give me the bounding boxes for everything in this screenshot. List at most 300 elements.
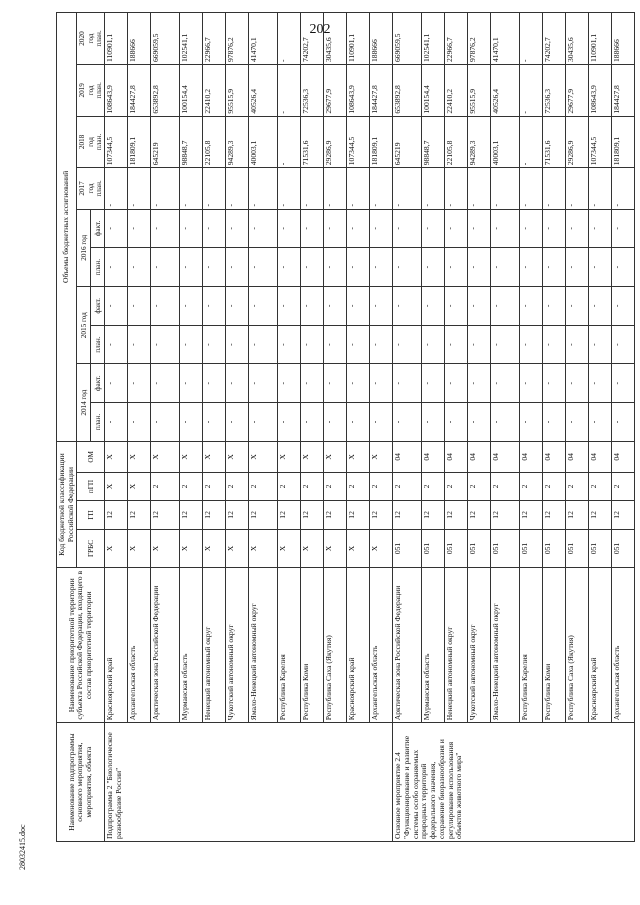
budget-value-cell: - <box>589 209 612 248</box>
budget-value-cell: 669059,5 <box>393 13 422 65</box>
budget-code-cell: X <box>203 441 226 472</box>
budget-value-cell: - <box>105 248 128 287</box>
table-row <box>468 13 491 842</box>
budget-value-cell: 40003,1 <box>491 116 520 168</box>
budget-value-cell: - <box>543 248 566 287</box>
territory-cell: Архангельская область <box>128 568 151 723</box>
territory-cell: Арктическая зона Российской Федерации <box>151 568 180 723</box>
territory-cell: Архангельская область <box>370 568 393 723</box>
budget-value-cell: 71531,6 <box>543 116 566 168</box>
territory-cell: Республика Коми <box>543 568 566 723</box>
budget-value-cell: - <box>151 403 180 442</box>
budget-value-cell: - <box>324 209 347 248</box>
table-row <box>543 13 566 842</box>
budget-value-cell: - <box>468 364 491 403</box>
budget-value-cell: 107344,5 <box>347 116 370 168</box>
budget-value-cell: - <box>612 168 635 209</box>
budget-value-cell: - <box>543 286 566 325</box>
budget-value-cell: 22105,8 <box>203 116 226 168</box>
budget-value-cell: - <box>491 364 520 403</box>
budget-value-cell: 181809,1 <box>128 116 151 168</box>
budget-value-cell: - <box>520 209 543 248</box>
header-year-2014: 2014 год <box>77 364 91 441</box>
budget-code-cell: 2 <box>324 472 347 500</box>
budget-value-cell: - <box>445 403 468 442</box>
budget-code-cell: 12 <box>324 501 347 529</box>
budget-code-cell: X <box>180 441 203 472</box>
budget-value-cell: 669059,5 <box>151 13 180 65</box>
budget-value-cell: 181809,1 <box>612 116 635 168</box>
territory-cell: Ненецкий автономный округ <box>445 568 468 723</box>
budget-value-cell: - <box>445 168 468 209</box>
budget-code-cell: X <box>105 441 128 472</box>
budget-value-cell: - <box>128 325 151 364</box>
budget-code-cell: 04 <box>468 441 491 472</box>
budget-code-cell: 051 <box>520 529 543 568</box>
budget-code-cell: 2 <box>180 472 203 500</box>
budget-code-cell: 2 <box>543 472 566 500</box>
budget-value-cell: - <box>370 325 393 364</box>
budget-code-cell: X <box>203 529 226 568</box>
budget-value-cell: - <box>105 286 128 325</box>
header-year-2016: 2016 год <box>77 209 91 286</box>
budget-code-cell: X <box>347 441 370 472</box>
budget-code-cell: 12 <box>393 501 422 529</box>
budget-value-cell: - <box>445 286 468 325</box>
budget-value-cell: 22966,7 <box>203 13 226 65</box>
budget-value-cell: 29677,9 <box>324 65 347 117</box>
budget-value-cell: - <box>491 286 520 325</box>
budget-value-cell: - <box>491 209 520 248</box>
budget-value-cell: - <box>543 325 566 364</box>
header-year-2019: 2019 год план. <box>77 65 105 117</box>
header-year-2018: 2018 год план. <box>77 116 105 168</box>
budget-code-cell: X <box>347 529 370 568</box>
budget-code-cell: 12 <box>370 501 393 529</box>
budget-value-cell: - <box>520 168 543 209</box>
budget-value-cell: - <box>226 403 249 442</box>
budget-value-cell: 40003,1 <box>249 116 278 168</box>
header-budget-code: Код бюджетной классификации Российской Федерации <box>57 441 77 567</box>
budget-code-cell: 04 <box>520 441 543 472</box>
budget-value-cell: - <box>324 325 347 364</box>
budget-code-cell: 12 <box>491 501 520 529</box>
table-row <box>249 13 278 842</box>
budget-value-cell: 107344,5 <box>105 116 128 168</box>
budget-value-cell: - <box>589 325 612 364</box>
budget-value-cell: - <box>226 325 249 364</box>
budget-value-cell: - <box>105 325 128 364</box>
budget-value-cell: - <box>301 168 324 209</box>
budget-code-cell: 04 <box>566 441 589 472</box>
budget-value-cell: - <box>566 248 589 287</box>
budget-value-cell: 41470,1 <box>249 13 278 65</box>
budget-value-cell: - <box>249 325 278 364</box>
budget-value-cell: 184427,8 <box>370 65 393 117</box>
budget-code-cell: 04 <box>393 441 422 472</box>
budget-value-cell: - <box>278 13 301 65</box>
budget-value-cell: 102541,1 <box>180 13 203 65</box>
budget-code-cell: 2 <box>612 472 635 500</box>
budget-code-cell: 051 <box>491 529 520 568</box>
budget-code-cell: X <box>301 441 324 472</box>
budget-value-cell: 74202,7 <box>543 13 566 65</box>
territory-cell: Ямало-Ненецкий автономный округ <box>491 568 520 723</box>
budget-value-cell: - <box>151 168 180 209</box>
budget-value-cell: 29286,9 <box>566 116 589 168</box>
budget-code-cell: X <box>301 529 324 568</box>
budget-value-cell: 40526,4 <box>249 65 278 117</box>
budget-value-cell: - <box>393 403 422 442</box>
budget-code-cell: 12 <box>347 501 370 529</box>
budget-value-cell: - <box>278 364 301 403</box>
budget-value-cell: 72536,3 <box>543 65 566 117</box>
budget-value-cell: 645219 <box>393 116 422 168</box>
header-budget-volumes: Объемы бюджетных ассигнований <box>57 13 77 442</box>
budget-value-cell: 29286,9 <box>324 116 347 168</box>
territory-cell: Ямало-Ненецкий автономный округ <box>249 568 278 723</box>
budget-code-cell: 2 <box>491 472 520 500</box>
table-row <box>105 13 128 842</box>
budget-code-cell: 2 <box>520 472 543 500</box>
table-row <box>612 13 635 842</box>
budget-value-cell: - <box>105 403 128 442</box>
budget-code-cell: X <box>324 529 347 568</box>
table-row <box>203 13 226 842</box>
budget-value-cell: 108643,9 <box>589 65 612 117</box>
budget-value-cell: - <box>445 248 468 287</box>
budget-code-cell: 04 <box>589 441 612 472</box>
budget-value-cell: 188666 <box>370 13 393 65</box>
budget-value-cell: - <box>105 364 128 403</box>
budget-value-cell: - <box>324 168 347 209</box>
table-row <box>151 13 180 842</box>
budget-code-cell: X <box>105 472 128 500</box>
budget-value-cell: - <box>468 325 491 364</box>
budget-code-cell: 2 <box>203 472 226 500</box>
budget-value-cell: 188666 <box>612 13 635 65</box>
header-code-gp: ГП <box>77 501 105 529</box>
program-name-cell: Подпрограмма 2 "Биологическое разнообразие России" <box>105 723 393 842</box>
budget-value-cell: - <box>180 325 203 364</box>
budget-value-cell: - <box>301 364 324 403</box>
budget-value-cell: 184427,8 <box>128 65 151 117</box>
budget-value-cell: - <box>520 364 543 403</box>
budget-value-cell: - <box>468 286 491 325</box>
budget-value-cell: - <box>589 168 612 209</box>
budget-code-cell: 12 <box>589 501 612 529</box>
budget-code-cell: 12 <box>520 501 543 529</box>
budget-code-cell: 04 <box>543 441 566 472</box>
territory-cell: Красноярский край <box>589 568 612 723</box>
budget-value-cell: - <box>589 286 612 325</box>
budget-value-cell: - <box>422 168 445 209</box>
budget-value-cell: - <box>151 248 180 287</box>
budget-code-cell: X <box>105 529 128 568</box>
territory-cell: Мурманская область <box>180 568 203 723</box>
budget-code-cell: 2 <box>249 472 278 500</box>
budget-value-cell: 22966,7 <box>445 13 468 65</box>
budget-code-cell: X <box>249 529 278 568</box>
budget-code-cell: 12 <box>422 501 445 529</box>
budget-value-cell: 94289,3 <box>226 116 249 168</box>
territory-cell: Мурманская область <box>422 568 445 723</box>
header-year-2015: 2015 год <box>77 286 91 363</box>
budget-value-cell: - <box>249 209 278 248</box>
budget-value-cell: - <box>128 248 151 287</box>
budget-value-cell: - <box>445 364 468 403</box>
rotated-page <box>56 12 622 842</box>
budget-value-cell: 95515,9 <box>226 65 249 117</box>
budget-value-cell: - <box>393 248 422 287</box>
budget-value-cell: 98848,7 <box>422 116 445 168</box>
territory-cell: Республика Карелия <box>520 568 543 723</box>
budget-value-cell: - <box>278 209 301 248</box>
budget-code-cell: 051 <box>566 529 589 568</box>
territory-cell: Красноярский край <box>347 568 370 723</box>
budget-value-cell: - <box>226 209 249 248</box>
budget-code-cell: 12 <box>180 501 203 529</box>
budget-value-cell: 71531,6 <box>301 116 324 168</box>
budget-code-cell: 04 <box>445 441 468 472</box>
budget-value-cell: - <box>347 325 370 364</box>
budget-value-cell: - <box>543 403 566 442</box>
budget-code-cell: 12 <box>249 501 278 529</box>
budget-value-cell: - <box>370 364 393 403</box>
budget-code-cell: 2 <box>445 472 468 500</box>
page-number: 202 <box>309 22 331 37</box>
budget-code-cell: X <box>278 441 301 472</box>
budget-value-cell: - <box>226 364 249 403</box>
budget-value-cell: - <box>445 325 468 364</box>
budget-code-cell: 2 <box>566 472 589 500</box>
header-code-grbs: ГРБС <box>77 529 105 568</box>
territory-cell: Республика Саха (Якутия) <box>324 568 347 723</box>
header-code-om: ОМ <box>77 441 105 472</box>
budget-value-cell: 653892,8 <box>393 65 422 117</box>
budget-value-cell: 22105,8 <box>445 116 468 168</box>
budget-value-cell: 22410,2 <box>203 65 226 117</box>
budget-code-cell: X <box>370 441 393 472</box>
budget-value-cell: 74202,7 <box>301 13 324 65</box>
table-row <box>422 13 445 842</box>
budget-code-cell: 12 <box>301 501 324 529</box>
table-row <box>520 13 543 842</box>
table-row <box>589 13 612 842</box>
budget-value-cell: - <box>566 403 589 442</box>
table-body <box>105 13 635 842</box>
budget-code-cell: 051 <box>589 529 612 568</box>
budget-value-cell: - <box>278 403 301 442</box>
budget-code-cell: 051 <box>468 529 491 568</box>
budget-code-cell: X <box>278 529 301 568</box>
budget-code-cell: X <box>324 441 347 472</box>
budget-code-cell: 051 <box>445 529 468 568</box>
budget-code-cell: X <box>128 529 151 568</box>
budget-value-cell: - <box>566 286 589 325</box>
budget-value-cell: - <box>370 209 393 248</box>
budget-code-cell: 051 <box>612 529 635 568</box>
budget-value-cell: - <box>226 168 249 209</box>
table-row <box>226 13 249 842</box>
budget-value-cell: - <box>278 325 301 364</box>
budget-value-cell: - <box>370 248 393 287</box>
header-fact-2014: факт. <box>91 364 105 403</box>
budget-value-cell: - <box>128 364 151 403</box>
budget-value-cell: - <box>249 403 278 442</box>
header-fact-2015: факт. <box>91 286 105 325</box>
budget-value-cell: 30435,6 <box>566 13 589 65</box>
budget-value-cell: - <box>370 168 393 209</box>
budget-value-cell: - <box>249 286 278 325</box>
budget-value-cell: - <box>347 286 370 325</box>
budget-value-cell: - <box>566 364 589 403</box>
table-row <box>128 13 151 842</box>
budget-value-cell: 108643,9 <box>347 65 370 117</box>
budget-value-cell: - <box>520 325 543 364</box>
header-code-pgp: пГП <box>77 472 105 500</box>
budget-code-cell: X <box>151 441 180 472</box>
budget-value-cell: - <box>347 403 370 442</box>
budget-value-cell: - <box>203 325 226 364</box>
budget-value-cell: - <box>128 286 151 325</box>
budget-value-cell: 72536,3 <box>301 65 324 117</box>
budget-value-cell: - <box>589 403 612 442</box>
table-row <box>566 13 589 842</box>
budget-value-cell: - <box>180 248 203 287</box>
budget-value-cell: 188666 <box>128 13 151 65</box>
budget-value-cell: 102541,1 <box>422 13 445 65</box>
budget-value-cell: - <box>393 325 422 364</box>
budget-value-cell: - <box>324 248 347 287</box>
budget-value-cell: - <box>180 168 203 209</box>
budget-value-cell: - <box>151 209 180 248</box>
budget-value-cell: - <box>203 364 226 403</box>
territory-cell: Республика Коми <box>301 568 324 723</box>
budget-value-cell: - <box>203 286 226 325</box>
budget-value-cell: - <box>301 209 324 248</box>
budget-code-cell: X <box>180 529 203 568</box>
budget-value-cell: 184427,8 <box>612 65 635 117</box>
budget-value-cell: - <box>612 403 635 442</box>
budget-value-cell: - <box>566 325 589 364</box>
table-row <box>491 13 520 842</box>
budget-value-cell: - <box>491 325 520 364</box>
table-row <box>278 13 301 842</box>
budget-value-cell: - <box>128 168 151 209</box>
budget-value-cell: 40526,4 <box>491 65 520 117</box>
budget-value-cell: 95515,9 <box>468 65 491 117</box>
budget-code-cell: 04 <box>422 441 445 472</box>
budget-code-cell: 2 <box>589 472 612 500</box>
budget-value-cell: - <box>612 325 635 364</box>
budget-value-cell: - <box>422 248 445 287</box>
budget-value-cell: - <box>422 286 445 325</box>
budget-value-cell: - <box>520 286 543 325</box>
budget-code-cell: X <box>151 529 180 568</box>
budget-value-cell: - <box>566 168 589 209</box>
budget-value-cell: - <box>520 116 543 168</box>
budget-value-cell: - <box>468 248 491 287</box>
budget-code-cell: 2 <box>301 472 324 500</box>
budget-value-cell: - <box>422 403 445 442</box>
header-territory: Наименование приоритетной территории субъекта Российской Федерации, входящего в состав приоритетной территории <box>57 568 105 723</box>
budget-value-cell: - <box>203 248 226 287</box>
budget-value-cell: - <box>393 168 422 209</box>
budget-value-cell: 22410,2 <box>445 65 468 117</box>
budget-value-cell: - <box>543 168 566 209</box>
territory-cell: Республика Карелия <box>278 568 301 723</box>
budget-code-cell: 051 <box>543 529 566 568</box>
budget-value-cell: - <box>128 403 151 442</box>
territory-cell: Красноярский край <box>105 568 128 723</box>
table-row <box>347 13 370 842</box>
budget-value-cell: 645219 <box>151 116 180 168</box>
budget-value-cell: 100154,4 <box>422 65 445 117</box>
budget-value-cell: - <box>370 403 393 442</box>
budget-value-cell: - <box>347 168 370 209</box>
budget-value-cell: 110901,1 <box>347 13 370 65</box>
budget-value-cell: - <box>278 248 301 287</box>
territory-cell: Чукотский автономный округ <box>226 568 249 723</box>
budget-value-cell: 653892,8 <box>151 65 180 117</box>
budget-value-cell: - <box>226 286 249 325</box>
budget-value-cell: - <box>566 209 589 248</box>
budget-value-cell: - <box>468 209 491 248</box>
budget-code-cell: 12 <box>445 501 468 529</box>
budget-value-cell: - <box>105 209 128 248</box>
budget-value-cell: - <box>422 209 445 248</box>
budget-value-cell: - <box>301 248 324 287</box>
budget-value-cell: - <box>612 248 635 287</box>
budget-value-cell: 108643,9 <box>105 65 128 117</box>
budget-value-cell: - <box>393 209 422 248</box>
budget-value-cell: 97876,2 <box>468 13 491 65</box>
header-plan-2015: план. <box>91 325 105 364</box>
budget-value-cell: 41470,1 <box>491 13 520 65</box>
budget-value-cell: - <box>203 403 226 442</box>
budget-code-cell: X <box>128 441 151 472</box>
budget-value-cell: - <box>491 168 520 209</box>
budget-value-cell: - <box>324 364 347 403</box>
budget-code-cell: 04 <box>491 441 520 472</box>
budget-value-cell: - <box>347 248 370 287</box>
budget-value-cell: - <box>151 286 180 325</box>
budget-code-cell: 12 <box>226 501 249 529</box>
budget-value-cell: - <box>203 168 226 209</box>
budget-value-cell: - <box>151 325 180 364</box>
budget-value-cell: 97876,2 <box>226 13 249 65</box>
budget-value-cell: - <box>612 286 635 325</box>
budget-value-cell: - <box>249 168 278 209</box>
budget-value-cell: - <box>370 286 393 325</box>
budget-value-cell: - <box>278 168 301 209</box>
budget-value-cell: - <box>468 168 491 209</box>
budget-value-cell: - <box>324 286 347 325</box>
budget-code-cell: X <box>226 529 249 568</box>
budget-value-cell: 110901,1 <box>589 13 612 65</box>
budget-value-cell: - <box>589 364 612 403</box>
table-row <box>180 13 203 842</box>
table-row <box>445 13 468 842</box>
budget-code-cell: 12 <box>128 501 151 529</box>
table-row <box>301 13 324 842</box>
budget-value-cell: - <box>491 403 520 442</box>
budget-code-cell: 12 <box>151 501 180 529</box>
budget-value-cell: - <box>324 403 347 442</box>
budget-code-cell: 04 <box>612 441 635 472</box>
budget-code-cell: 2 <box>468 472 491 500</box>
